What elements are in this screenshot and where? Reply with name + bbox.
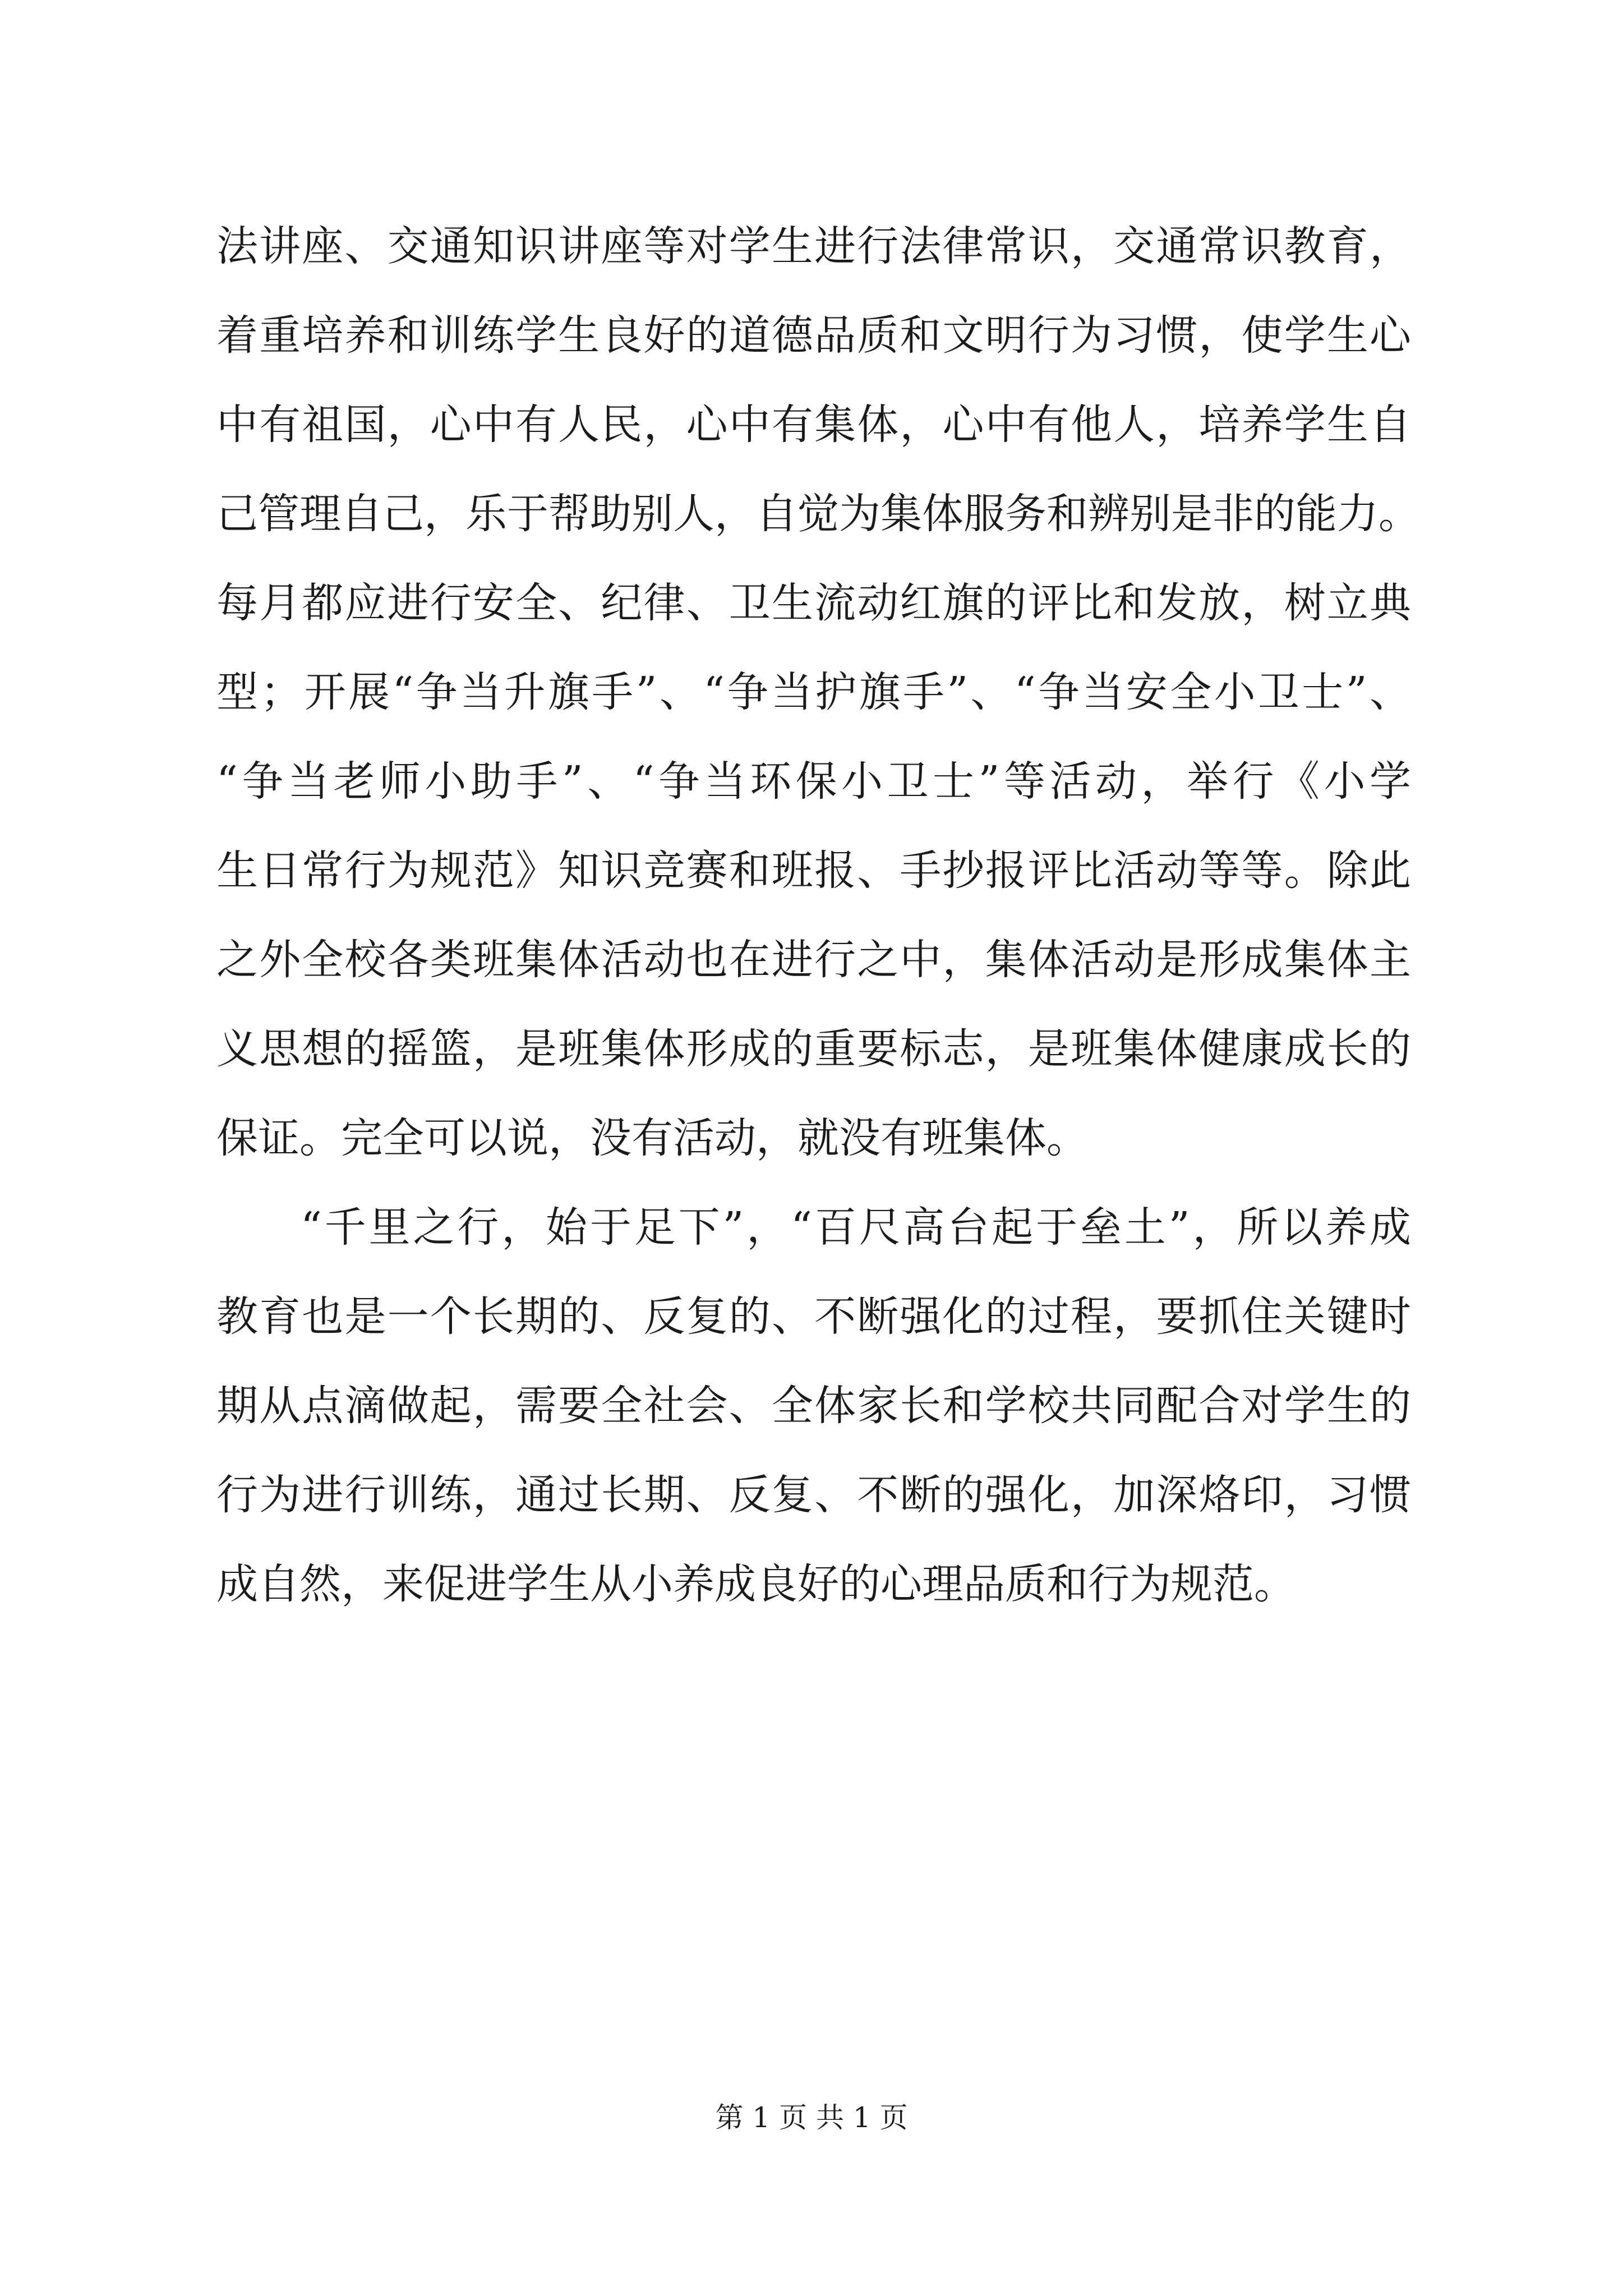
paragraph-line: 着重培养和训练学生良好的道德品质和文明行为习惯，使学生心 — [216, 311, 1411, 360]
paragraph-line: 教育也是一个长期的、反复的、不断强化的过程，要抓住关键时 — [216, 1292, 1411, 1341]
paragraph-line: 期从点滴做起，需要全社会、全体家长和学校共同配合对学生的 — [216, 1382, 1411, 1430]
paragraph-line: 己管理自己，乐于帮助别人，自觉为集体服务和辨别是非的能力。 — [216, 490, 1420, 538]
paragraph-line: 法讲座、交通知识讲座等对学生进行法律常识，交通常识教育， — [216, 222, 1411, 270]
paragraph-line: “千里之行，始于足下”，“百尺高台起于垒土”，所以养成 — [301, 1203, 1411, 1251]
paragraph-line: 义思想的摇篮，是班集体形成的重要标志，是班集体健康成长的 — [216, 1025, 1411, 1073]
paragraph-line: 型；开展“争当升旗手”、“争当护旗手”、“争当安全小卫士”、 — [216, 668, 1411, 716]
paragraph-2 — [216, 1183, 1411, 1629]
paragraph-line: 之外全校各类班集体活动也在进行之中，集体活动是形成集体主 — [216, 936, 1411, 984]
paragraph-line: 生日常行为规范》知识竞赛和班报、手抄报评比活动等等。除此 — [216, 846, 1411, 895]
paragraph-line: 行为进行训练，通过长期、反复、不断的强化，加深烙印，习惯 — [216, 1471, 1411, 1519]
paragraph-line: “争当老师小助手”、“争当环保小卫士”等活动，举行《小学 — [216, 757, 1411, 806]
paragraph-line: 中有祖国，心中有人民，心中有集体，心中有他人，培养学生自 — [216, 401, 1411, 449]
paragraph-line: 成自然，来促进学生从小养成良好的心理品质和行为规范。 — [216, 1560, 1295, 1608]
document-body — [216, 202, 1420, 1629]
page-number-footer: 第 1 页 共 1 页 — [715, 2101, 908, 2134]
paragraph-1 — [216, 202, 1420, 1183]
paragraph-line: 保证。完全可以说，没有活动，就没有班集体。 — [216, 1114, 1088, 1162]
paragraph-line: 每月都应进行安全、纪律、卫生流动红旗的评比和发放，树立典 — [216, 579, 1411, 627]
